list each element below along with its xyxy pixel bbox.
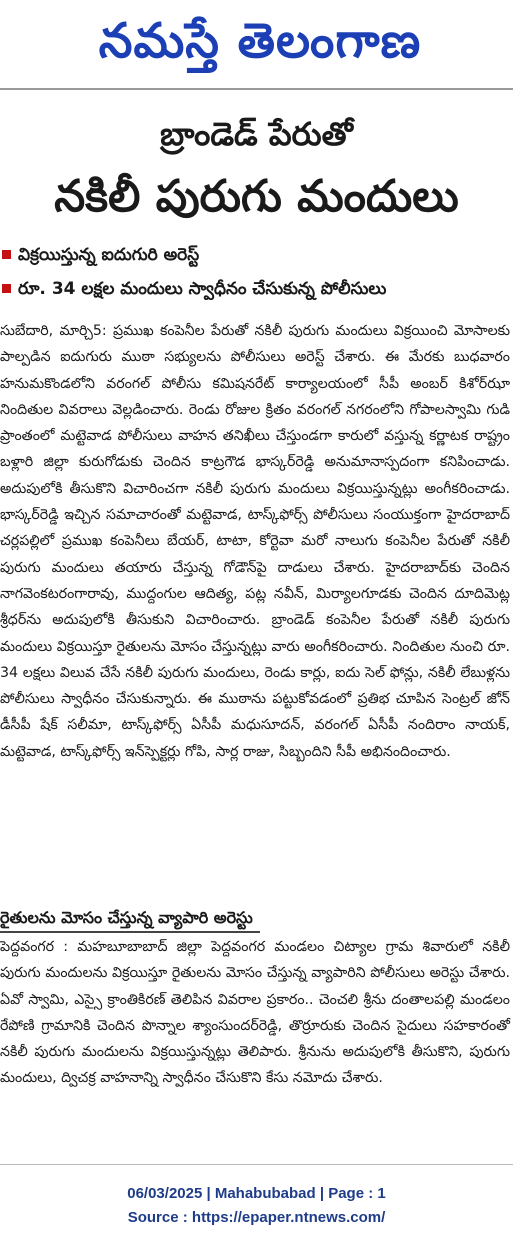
article-headline: నకిలీ పురుగు మందులు (54, 171, 459, 222)
highlight-text: విక్రయిస్తున్న ఐదుగురి అరెస్ట్ (18, 245, 200, 265)
highlight-item (0, 272, 513, 306)
highlight-list (0, 238, 513, 306)
masthead (0, 0, 513, 85)
sub-article-underline (0, 931, 260, 933)
page-footer (0, 1182, 513, 1230)
sub-article-body: పెద్దవంగర : మహబూబాబాద్ జిల్లా పెద్దవంగర మండలం చిట్యాల గ్రామ శివారులో నకిలీ పురుగు మందులను విక్రయిస్తూ రైతులను మోసం చేస్తున్న వ్యాపారిని పోలీసులు అరెస్టు చేశారు. ఏవో స్వామి, ఎస్సై క్రాంతికిరణ్ తెలిపిన వివరాల ప్రకారం.. చెంచలి శ్రీను దంతాలపల్లి మండలం రేపోణి గ్రామానికి చెందిన పొన్నాల శ్యాంసుందర్‌రెడ్డి, తొర్రూరుకు చెందిన సైదులు సహకారంతో నకిలీ పురుగు మందులను విక్రయిస్తున్నట్లు తెలిపారు. శ్రీనును అదుపులోకి తీసుకొని, పురుగు మందులు, ద్విచక్ర వాహనాన్ని స్వాధీనం చేసుకొని కేసు నమోదు చేశారు. (0, 939, 510, 1087)
highlight-item (0, 238, 513, 272)
newspaper-logo: నమస్తే తెలంగాణ (98, 13, 422, 69)
masthead-divider (0, 88, 513, 90)
bullet-square-icon (2, 284, 11, 293)
highlight-text: రూ. 34 లక్షల మందులు స్వాధీనం చేసుకున్న పోలీసులు (18, 279, 387, 299)
article-kicker: బ్రాండెడ్ పేరుతో (160, 115, 353, 153)
footer-edition-info: 06/03/2025 | Mahabubabad | Page : 1 (127, 1185, 386, 1202)
sub-article-heading: రైతులను మోసం చేస్తున్న వ్యాపారి అరెస్టు (0, 908, 253, 927)
footer-source-link[interactable]: Source : https://epaper.ntnews.com/ (127, 1209, 386, 1226)
footer-divider (0, 1164, 513, 1165)
bullet-square-icon (2, 250, 11, 259)
article-body: సుబేదారి, మార్చి5: ప్రముఖ కంపెనీల పేరుతో నకిలీ పురుగు మందులు విక్రయించి మోసాలకు పాల్పడిన ఐదుగురు ముఠా సభ్యులను పోలీసులు అరెస్ట్ చేశారు. ఈ మేరకు బుధవారం హనుమకొండలోని వరంగల్ పోలీసు కమిషనరేట్ కార్యాలయంలో సీపీ అంబర్ కిశోర్‌ఝా నిందితుల వివరాలు వెల్లడించారు. రెండు రోజుల క్రితం వరంగల్ నగరంలోని గోపాలస్వామి గుడి ప్రాంతంలో మట్టెవాడ పోలీసులు వాహన తనిఖీలు చేస్తుండగా కారులో వస్తున్న కర్ణాటక రాష్ట్రం బళ్లారి జిల్లా కురుగోడుకు చెందిన కాట్రగౌడ భాస్కర్‌రెడ్డి అనుమానాస్పదంగా కనిపించాడు. అదుపులోకి తీసుకొని విచారించగా నకిలీ పురుగు మందులు విక్రయిస్తున్నట్లు అంగీకరించాడు. భాస్కర్‌రెడ్డి ఇచ్చిన సమాచారంతో మట్టెవాడ, టాస్క్‌ఫోర్స్ పోలీసులు సంయుక్తంగా హైదరాబాద్ చర్లపల్లిలో ప్రముఖ కంపెనీలు బేయర్, టాటా, కోర్టెవా మరో నాలుగు కంపెనీల పేరుతో నకిలీ పురుగు మందులు తయారు చేస్తున్న గోడౌన్‌పై దాడులు చేశారు. హైదరాబాద్‌కు చెందిన నాగవెంకటరంగారావు, ముద్దంగుల ఆదిత్య, పట్ల నవీన్, మిర్యాలగూడకు చెందిన దూదిమెట్ల శ్రీధర్‌ను అదుపులోకి తీసుకుని విచారించారు. బ్రాండెడ్ కంపెనీల పేరుతో నకిలీ పురుగు మందులు విక్రయిస్తూ రైతులను మోసం చేస్తున్నట్లు వారు అంగీకరించారు. నిందితుల నుంచి రూ. 34 లక్షలు విలువ చేసే నకిలీ పురుగు మందులు, రెండు కార్లు, ఐదు సెల్ ఫోన్లు, నకిలీ లేబుళ్లను పోలీసులు స్వాధీనం చేసుకున్నారు. ఈ ముఠాను పట్టుకోవడంలో ప్రతిభ చూపిన సెంట్రల్ జోన్ డీసీపీ షేక్ సలీమా, టాస్క్‌ఫోర్స్ ఏసీపీ మధుసూదన్, వరంగల్ ఏసీపీ నందిరాం నాయక్, మట్టెవాడ, టాస్క్‌ఫోర్స్ ఇన్‌స్పెక్టర్లు గోపి, సార్ల రాజు, సిబ్బందిని సీపీ అభినందించారు. (0, 323, 510, 760)
